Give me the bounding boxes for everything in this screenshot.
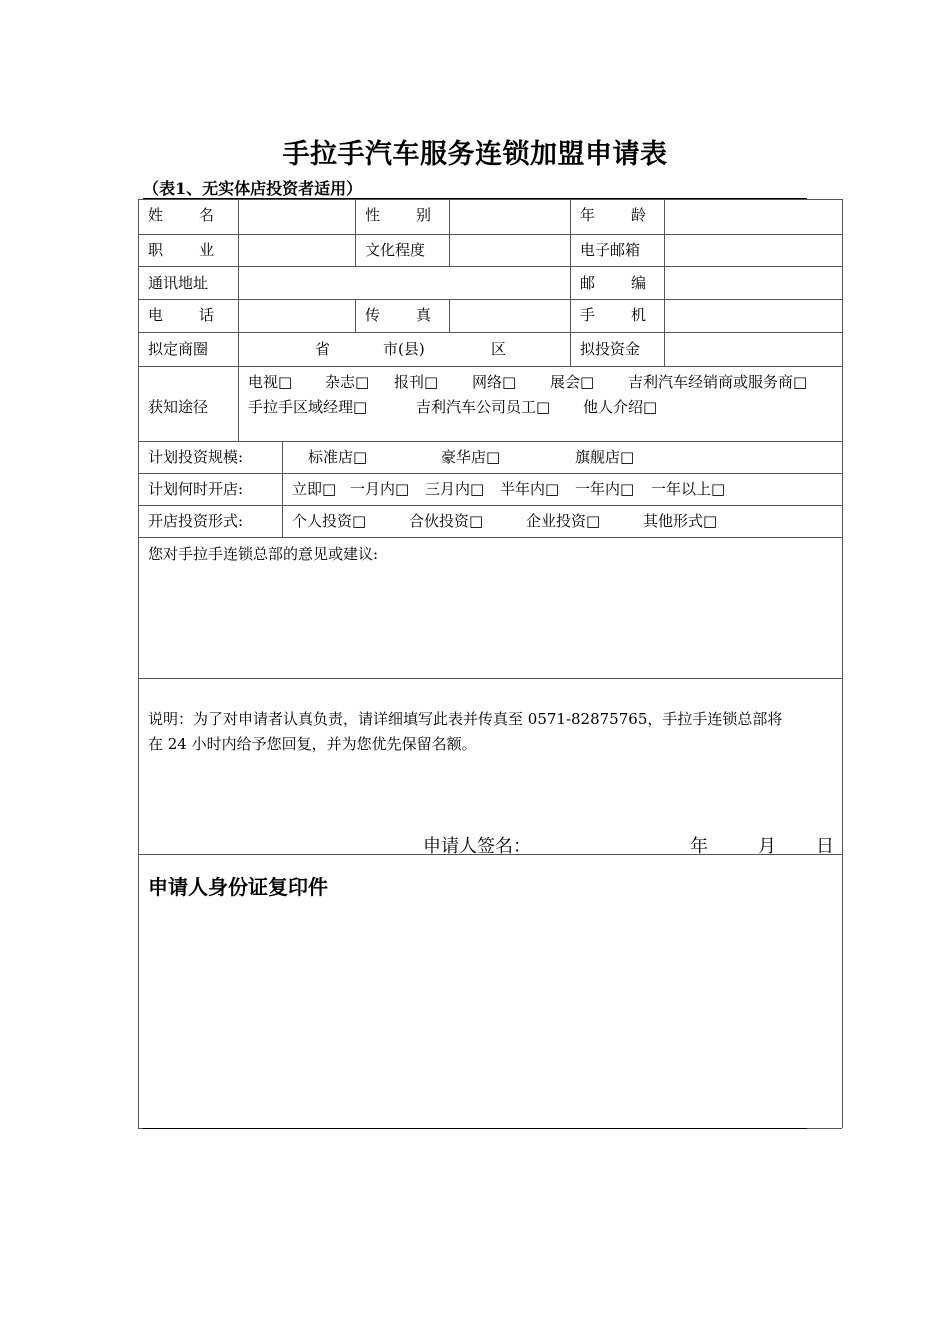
label-invest-form: 开店投资形式: bbox=[148, 512, 244, 530]
table-border-top bbox=[138, 199, 842, 200]
row-divider bbox=[138, 234, 842, 235]
column-divider bbox=[282, 441, 283, 537]
column-divider bbox=[238, 199, 239, 366]
district-city: 市(县) bbox=[383, 340, 425, 358]
invest-option-enterprise[interactable]: 企业投资□ bbox=[526, 512, 601, 530]
source-option-magazine[interactable]: 杂志□ bbox=[325, 373, 370, 391]
date-year: 年 bbox=[690, 836, 708, 857]
open-option-half-year[interactable]: 半年内□ bbox=[500, 480, 560, 498]
row-divider bbox=[138, 441, 842, 442]
column-divider bbox=[570, 199, 571, 366]
table-border-left bbox=[138, 199, 139, 1128]
date-month: 月 bbox=[758, 836, 776, 857]
label-phone: 电 话 bbox=[148, 306, 214, 324]
label-postcode: 邮 编 bbox=[580, 274, 646, 292]
district-province: 省 bbox=[315, 340, 331, 358]
column-divider bbox=[355, 299, 356, 332]
column-divider bbox=[355, 199, 356, 266]
label-fax: 传 真 bbox=[365, 306, 431, 324]
label-id-copy: 申请人身份证复印件 bbox=[148, 875, 328, 899]
invest-option-individual[interactable]: 个人投资□ bbox=[292, 512, 367, 530]
note-line-2: 在 24 小时内给予您回复，并为您优先保留名额。 bbox=[148, 735, 477, 753]
label-district: 拟定商圈 bbox=[148, 340, 209, 358]
row-divider bbox=[138, 505, 842, 506]
label-source: 获知途径 bbox=[148, 398, 209, 416]
source-option-dealer[interactable]: 吉利汽车经销商或服务商□ bbox=[628, 373, 808, 391]
label-gender: 性 别 bbox=[365, 206, 431, 224]
form-title: 手拉手汽车服务连锁加盟申请表 bbox=[282, 139, 668, 170]
date-day: 日 bbox=[816, 836, 834, 857]
source-option-regional-manager[interactable]: 手拉手区域经理□ bbox=[248, 398, 368, 416]
column-divider bbox=[664, 199, 665, 366]
form-subtitle: （表1、无实体店投资者适用） bbox=[143, 179, 363, 198]
open-option-one-month[interactable]: 一月内□ bbox=[350, 480, 410, 498]
label-scale: 计划投资规模: bbox=[148, 448, 244, 466]
note-line-1: 说明：为了对申请者认真负责，请详细填写此表并传真至 0571-82875765，手拉手连锁总部将 bbox=[148, 710, 783, 728]
label-email: 电子邮箱 bbox=[580, 241, 641, 259]
open-option-one-year[interactable]: 一年内□ bbox=[575, 480, 635, 498]
row-divider bbox=[138, 299, 842, 300]
column-divider bbox=[449, 299, 450, 332]
scale-option-standard[interactable]: 标准店□ bbox=[308, 448, 368, 466]
row-divider bbox=[138, 473, 842, 474]
row-divider bbox=[138, 366, 842, 367]
label-name: 姓 名 bbox=[148, 206, 214, 224]
column-divider bbox=[238, 366, 239, 441]
source-option-referral[interactable]: 他人介绍□ bbox=[583, 398, 658, 416]
column-divider bbox=[449, 199, 450, 266]
bottom-rule bbox=[143, 1128, 807, 1129]
source-option-newspaper[interactable]: 报刊□ bbox=[394, 373, 439, 391]
row-divider bbox=[138, 678, 842, 679]
label-opinion: 您对手拉手连锁总部的意见或建议: bbox=[148, 545, 379, 563]
invest-option-other[interactable]: 其他形式□ bbox=[643, 512, 718, 530]
source-option-tv[interactable]: 电视□ bbox=[248, 373, 293, 391]
label-occupation: 职 业 bbox=[148, 241, 214, 259]
row-divider bbox=[138, 266, 842, 267]
invest-option-partnership[interactable]: 合伙投资□ bbox=[409, 512, 484, 530]
source-option-geely-staff[interactable]: 吉利汽车公司员工□ bbox=[416, 398, 551, 416]
scale-option-deluxe[interactable]: 豪华店□ bbox=[441, 448, 501, 466]
scale-option-flagship[interactable]: 旗舰店□ bbox=[575, 448, 635, 466]
label-age: 年 龄 bbox=[580, 206, 646, 224]
open-option-immediately[interactable]: 立即□ bbox=[292, 480, 337, 498]
open-option-three-months[interactable]: 三月内□ bbox=[425, 480, 485, 498]
district-area: 区 bbox=[491, 340, 507, 358]
label-signature: 申请人签名： bbox=[423, 836, 531, 857]
label-capital: 拟投资金 bbox=[580, 340, 641, 358]
source-option-exhibition[interactable]: 展会□ bbox=[550, 373, 595, 391]
label-address: 通讯地址 bbox=[148, 274, 209, 292]
label-open-time: 计划何时开店: bbox=[148, 480, 244, 498]
row-divider bbox=[138, 332, 842, 333]
open-option-over-one-year[interactable]: 一年以上□ bbox=[651, 480, 726, 498]
label-education: 文化程度 bbox=[365, 241, 426, 259]
source-option-internet[interactable]: 网络□ bbox=[472, 373, 517, 391]
row-divider bbox=[138, 537, 842, 538]
table-border-right bbox=[842, 199, 843, 1128]
label-mobile: 手 机 bbox=[580, 306, 646, 324]
